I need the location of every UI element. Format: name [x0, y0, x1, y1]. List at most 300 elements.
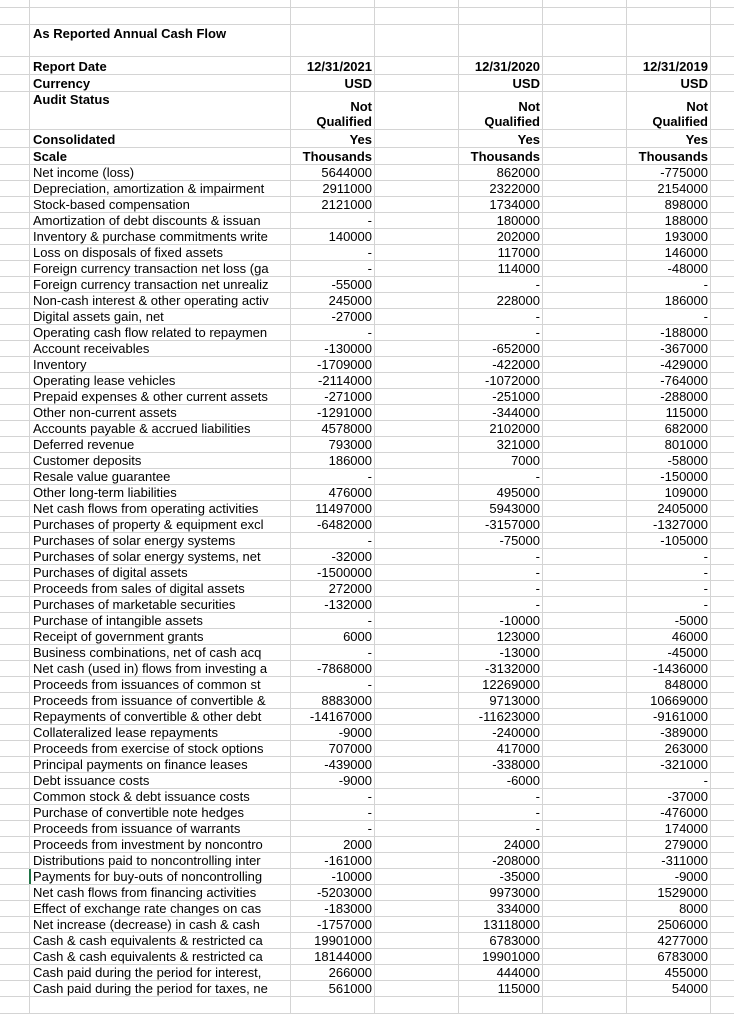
empty-cell[interactable]	[543, 130, 627, 147]
value-cell[interactable]: -5203000	[291, 885, 375, 900]
row-label[interactable]: Purchase of convertible note hedges	[29, 805, 291, 820]
empty-cell[interactable]	[375, 181, 459, 196]
row-number[interactable]	[0, 645, 29, 660]
value-cell[interactable]: -	[459, 325, 543, 340]
value-cell[interactable]: 801000	[627, 437, 711, 452]
value-cell[interactable]: 2000	[291, 837, 375, 852]
empty-cell[interactable]	[543, 965, 627, 980]
empty-cell[interactable]	[711, 677, 734, 692]
value-cell[interactable]: -9000	[291, 725, 375, 740]
empty-cell[interactable]	[543, 165, 627, 180]
value-cell[interactable]: 202000	[459, 229, 543, 244]
value-cell[interactable]: -	[459, 549, 543, 564]
empty-cell[interactable]	[375, 75, 459, 91]
row-number[interactable]	[0, 57, 29, 74]
row-label[interactable]: Depreciation, amortization & impairment	[29, 181, 291, 196]
empty-cell[interactable]	[711, 533, 734, 548]
header-value[interactable]: Yes	[291, 130, 375, 147]
value-cell[interactable]: 1734000	[459, 197, 543, 212]
row-label[interactable]: Other long-term liabilities	[29, 485, 291, 500]
value-cell[interactable]: -1500000	[291, 565, 375, 580]
row-number[interactable]	[0, 485, 29, 500]
row-number[interactable]	[0, 725, 29, 740]
row-label[interactable]: Other non-current assets	[29, 405, 291, 420]
empty-cell[interactable]	[543, 437, 627, 452]
header-value[interactable]: Yes	[459, 130, 543, 147]
row-number[interactable]	[0, 181, 29, 196]
empty-cell[interactable]	[375, 741, 459, 756]
row-number[interactable]	[0, 821, 29, 836]
empty-cell[interactable]	[711, 661, 734, 676]
value-cell[interactable]: -288000	[627, 389, 711, 404]
value-cell[interactable]: -14167000	[291, 709, 375, 724]
empty-cell[interactable]	[543, 821, 627, 836]
empty-cell[interactable]	[459, 997, 543, 1013]
row-number[interactable]	[0, 693, 29, 708]
value-cell[interactable]: -45000	[627, 645, 711, 660]
row-label[interactable]: Purchases of solar energy systems, net	[29, 549, 291, 564]
value-cell[interactable]: -75000	[459, 533, 543, 548]
row-number[interactable]	[0, 757, 29, 772]
empty-cell[interactable]	[543, 773, 627, 788]
empty-cell[interactable]	[375, 517, 459, 532]
value-cell[interactable]: -10000	[291, 869, 375, 884]
empty-cell[interactable]	[375, 421, 459, 436]
row-number[interactable]	[0, 92, 29, 129]
empty-cell[interactable]	[375, 357, 459, 372]
empty-cell[interactable]	[375, 533, 459, 548]
row-number[interactable]	[0, 421, 29, 436]
value-cell[interactable]: 495000	[459, 485, 543, 500]
empty-cell[interactable]	[543, 677, 627, 692]
row-label[interactable]: Payments for buy-outs of noncontrolling	[29, 869, 291, 884]
empty-cell[interactable]	[711, 469, 734, 484]
value-cell[interactable]: 24000	[459, 837, 543, 852]
empty-cell[interactable]	[375, 997, 459, 1013]
empty-cell[interactable]	[375, 0, 459, 7]
empty-cell[interactable]	[711, 229, 734, 244]
value-cell[interactable]: 793000	[291, 437, 375, 452]
empty-cell[interactable]	[375, 549, 459, 564]
empty-cell[interactable]	[543, 405, 627, 420]
empty-cell[interactable]	[459, 0, 543, 7]
row-label[interactable]: Receipt of government grants	[29, 629, 291, 644]
value-cell[interactable]: -13000	[459, 645, 543, 660]
empty-cell[interactable]	[543, 901, 627, 916]
row-number[interactable]	[0, 130, 29, 147]
empty-cell[interactable]	[711, 965, 734, 980]
empty-cell[interactable]	[375, 981, 459, 996]
value-cell[interactable]: -35000	[459, 869, 543, 884]
empty-cell[interactable]	[711, 0, 734, 7]
value-cell[interactable]: 862000	[459, 165, 543, 180]
value-cell[interactable]: -	[459, 565, 543, 580]
empty-cell[interactable]	[375, 197, 459, 212]
value-cell[interactable]: -	[627, 549, 711, 564]
row-label[interactable]: Digital assets gain, net	[29, 309, 291, 324]
row-label[interactable]: Cash & cash equivalents & restricted ca	[29, 949, 291, 964]
value-cell[interactable]: -	[291, 613, 375, 628]
empty-cell[interactable]	[711, 8, 734, 24]
row-label[interactable]: Net increase (decrease) in cash & cash	[29, 917, 291, 932]
row-number[interactable]	[0, 517, 29, 532]
empty-cell[interactable]	[711, 853, 734, 868]
row-number[interactable]	[0, 661, 29, 676]
empty-cell[interactable]	[711, 581, 734, 596]
header-value[interactable]: USD	[291, 75, 375, 91]
value-cell[interactable]: -321000	[627, 757, 711, 772]
row-label[interactable]: Foreign currency transaction net unrealiz	[29, 277, 291, 292]
empty-cell[interactable]	[711, 741, 734, 756]
value-cell[interactable]: 140000	[291, 229, 375, 244]
row-number[interactable]	[0, 165, 29, 180]
empty-cell[interactable]	[375, 693, 459, 708]
value-cell[interactable]: -188000	[627, 325, 711, 340]
row-number[interactable]	[0, 389, 29, 404]
header-value[interactable]: USD	[627, 75, 711, 91]
value-cell[interactable]: 2154000	[627, 181, 711, 196]
row-label[interactable]: Purchases of digital assets	[29, 565, 291, 580]
value-cell[interactable]: 228000	[459, 293, 543, 308]
value-cell[interactable]: 174000	[627, 821, 711, 836]
value-cell[interactable]: 12269000	[459, 677, 543, 692]
row-number[interactable]	[0, 309, 29, 324]
header-value[interactable]: 12/31/2021	[291, 57, 375, 74]
value-cell[interactable]: -	[291, 325, 375, 340]
value-cell[interactable]: -	[291, 533, 375, 548]
empty-cell[interactable]	[291, 0, 375, 7]
value-cell[interactable]: -	[459, 597, 543, 612]
empty-cell[interactable]	[375, 469, 459, 484]
row-number[interactable]	[0, 581, 29, 596]
row-number[interactable]	[0, 565, 29, 580]
empty-cell[interactable]	[711, 389, 734, 404]
empty-cell[interactable]	[375, 25, 459, 56]
empty-cell[interactable]	[543, 853, 627, 868]
empty-cell[interactable]	[291, 25, 375, 56]
row-label[interactable]: Inventory & purchase commitments write	[29, 229, 291, 244]
empty-cell[interactable]	[711, 245, 734, 260]
value-cell[interactable]: 682000	[627, 421, 711, 436]
row-number[interactable]	[0, 25, 29, 56]
value-cell[interactable]: -27000	[291, 309, 375, 324]
value-cell[interactable]: 54000	[627, 981, 711, 996]
empty-cell[interactable]	[711, 325, 734, 340]
empty-cell[interactable]	[375, 901, 459, 916]
row-number[interactable]	[0, 453, 29, 468]
row-number[interactable]	[0, 277, 29, 292]
value-cell[interactable]: 2911000	[291, 181, 375, 196]
value-cell[interactable]: -48000	[627, 261, 711, 276]
empty-cell[interactable]	[711, 693, 734, 708]
row-label[interactable]: Net cash (used in) flows from investing a	[29, 661, 291, 676]
empty-cell[interactable]	[375, 453, 459, 468]
empty-cell[interactable]	[711, 517, 734, 532]
empty-cell[interactable]	[711, 277, 734, 292]
row-number[interactable]	[0, 229, 29, 244]
row-number[interactable]	[0, 853, 29, 868]
empty-cell[interactable]	[543, 0, 627, 7]
row-label[interactable]: Common stock & debt issuance costs	[29, 789, 291, 804]
row-number[interactable]	[0, 75, 29, 91]
empty-cell[interactable]	[375, 869, 459, 884]
row-label[interactable]: Proceeds from sales of digital assets	[29, 581, 291, 596]
empty-cell[interactable]	[375, 165, 459, 180]
empty-cell[interactable]	[375, 565, 459, 580]
empty-cell[interactable]	[375, 821, 459, 836]
empty-cell[interactable]	[543, 8, 627, 24]
row-label[interactable]: Debt issuance costs	[29, 773, 291, 788]
value-cell[interactable]: -652000	[459, 341, 543, 356]
value-cell[interactable]: -439000	[291, 757, 375, 772]
empty-cell[interactable]	[711, 869, 734, 884]
value-cell[interactable]: -	[459, 581, 543, 596]
row-number[interactable]	[0, 949, 29, 964]
empty-cell[interactable]	[711, 148, 734, 164]
value-cell[interactable]: 2102000	[459, 421, 543, 436]
empty-cell[interactable]	[711, 725, 734, 740]
value-cell[interactable]: 115000	[627, 405, 711, 420]
value-cell[interactable]: -6000	[459, 773, 543, 788]
row-label[interactable]: Account receivables	[29, 341, 291, 356]
empty-cell[interactable]	[543, 997, 627, 1013]
value-cell[interactable]: 417000	[459, 741, 543, 756]
row-number[interactable]	[0, 341, 29, 356]
empty-cell[interactable]	[375, 805, 459, 820]
row-number[interactable]	[0, 437, 29, 452]
row-number[interactable]	[0, 741, 29, 756]
empty-cell[interactable]	[375, 613, 459, 628]
empty-cell[interactable]	[543, 277, 627, 292]
row-label[interactable]: Net cash flows from operating activities	[29, 501, 291, 516]
empty-cell[interactable]	[711, 309, 734, 324]
value-cell[interactable]: -6482000	[291, 517, 375, 532]
row-label[interactable]: Customer deposits	[29, 453, 291, 468]
row-number[interactable]	[0, 629, 29, 644]
value-cell[interactable]: 9973000	[459, 885, 543, 900]
value-cell[interactable]: 117000	[459, 245, 543, 260]
empty-cell[interactable]	[375, 92, 459, 129]
value-cell[interactable]: -1072000	[459, 373, 543, 388]
empty-cell[interactable]	[29, 8, 291, 24]
value-cell[interactable]: -1436000	[627, 661, 711, 676]
value-cell[interactable]: -	[627, 597, 711, 612]
row-label[interactable]: Net cash flows from financing activities	[29, 885, 291, 900]
empty-cell[interactable]	[627, 8, 711, 24]
value-cell[interactable]: -	[291, 469, 375, 484]
empty-cell[interactable]	[543, 389, 627, 404]
empty-cell[interactable]	[711, 837, 734, 852]
empty-cell[interactable]	[375, 229, 459, 244]
empty-cell[interactable]	[543, 741, 627, 756]
value-cell[interactable]: -	[459, 805, 543, 820]
value-cell[interactable]: 245000	[291, 293, 375, 308]
empty-cell[interactable]	[543, 92, 627, 129]
empty-cell[interactable]	[711, 981, 734, 996]
empty-cell[interactable]	[375, 57, 459, 74]
value-cell[interactable]: -	[291, 645, 375, 660]
header-value[interactable]: 12/31/2020	[459, 57, 543, 74]
row-label[interactable]: Proceeds from investment by noncontro	[29, 837, 291, 852]
empty-cell[interactable]	[543, 148, 627, 164]
row-number[interactable]	[0, 325, 29, 340]
value-cell[interactable]: -	[627, 565, 711, 580]
value-cell[interactable]: -338000	[459, 757, 543, 772]
empty-cell[interactable]	[711, 933, 734, 948]
value-cell[interactable]: 272000	[291, 581, 375, 596]
row-label[interactable]: Purchases of solar energy systems	[29, 533, 291, 548]
row-label[interactable]: Accounts payable & accrued liabilities	[29, 421, 291, 436]
row-label[interactable]: Proceeds from exercise of stock options	[29, 741, 291, 756]
row-number[interactable]	[0, 405, 29, 420]
row-label[interactable]: Cash & cash equivalents & restricted ca	[29, 933, 291, 948]
row-label[interactable]: Loss on disposals of fixed assets	[29, 245, 291, 260]
empty-cell[interactable]	[543, 981, 627, 996]
row-label[interactable]: Amortization of debt discounts & issuan	[29, 213, 291, 228]
row-number[interactable]	[0, 613, 29, 628]
empty-cell[interactable]	[543, 469, 627, 484]
value-cell[interactable]: 180000	[459, 213, 543, 228]
empty-cell[interactable]	[543, 501, 627, 516]
value-cell[interactable]: -55000	[291, 277, 375, 292]
empty-cell[interactable]	[543, 789, 627, 804]
empty-cell[interactable]	[711, 789, 734, 804]
value-cell[interactable]: 115000	[459, 981, 543, 996]
value-cell[interactable]: -161000	[291, 853, 375, 868]
row-label[interactable]: Repayments of convertible & other debt	[29, 709, 291, 724]
row-number[interactable]	[0, 501, 29, 516]
value-cell[interactable]: -9161000	[627, 709, 711, 724]
row-label[interactable]: Business combinations, net of cash acq	[29, 645, 291, 660]
header-value[interactable]	[627, 92, 711, 129]
empty-cell[interactable]	[543, 709, 627, 724]
empty-cell[interactable]	[627, 0, 711, 7]
empty-cell[interactable]	[543, 837, 627, 852]
empty-cell[interactable]	[375, 645, 459, 660]
empty-cell[interactable]	[375, 373, 459, 388]
empty-cell[interactable]	[375, 853, 459, 868]
row-label[interactable]: Foreign currency transaction net loss (ga	[29, 261, 291, 276]
value-cell[interactable]: 146000	[627, 245, 711, 260]
empty-cell[interactable]	[711, 597, 734, 612]
empty-cell[interactable]	[711, 373, 734, 388]
row-number[interactable]	[0, 597, 29, 612]
row-number[interactable]	[0, 0, 29, 7]
empty-cell[interactable]	[375, 629, 459, 644]
row-label[interactable]: Operating lease vehicles	[29, 373, 291, 388]
row-label[interactable]: Purchase of intangible assets	[29, 613, 291, 628]
row-number[interactable]	[0, 677, 29, 692]
value-cell[interactable]: 2322000	[459, 181, 543, 196]
value-cell[interactable]: 2121000	[291, 197, 375, 212]
empty-cell[interactable]	[543, 57, 627, 74]
row-label[interactable]: Effect of exchange rate changes on cas	[29, 901, 291, 916]
empty-cell[interactable]	[375, 661, 459, 676]
value-cell[interactable]: -3157000	[459, 517, 543, 532]
value-cell[interactable]: 193000	[627, 229, 711, 244]
value-cell[interactable]: -3132000	[459, 661, 543, 676]
empty-cell[interactable]	[543, 661, 627, 676]
value-cell[interactable]: -7868000	[291, 661, 375, 676]
empty-cell[interactable]	[543, 213, 627, 228]
value-cell[interactable]: 2506000	[627, 917, 711, 932]
value-cell[interactable]: -	[291, 789, 375, 804]
row-number[interactable]	[0, 245, 29, 260]
empty-cell[interactable]	[711, 565, 734, 580]
empty-cell[interactable]	[711, 197, 734, 212]
value-cell[interactable]: 6000	[291, 629, 375, 644]
row-number[interactable]	[0, 197, 29, 212]
empty-cell[interactable]	[375, 725, 459, 740]
row-label[interactable]: Purchases of marketable securities	[29, 597, 291, 612]
empty-cell[interactable]	[711, 181, 734, 196]
value-cell[interactable]: 476000	[291, 485, 375, 500]
empty-cell[interactable]	[543, 805, 627, 820]
value-cell[interactable]: -764000	[627, 373, 711, 388]
value-cell[interactable]: -	[291, 245, 375, 260]
empty-cell[interactable]	[543, 373, 627, 388]
empty-cell[interactable]	[543, 357, 627, 372]
row-label[interactable]: Inventory	[29, 357, 291, 372]
value-cell[interactable]: 13118000	[459, 917, 543, 932]
empty-cell[interactable]	[711, 773, 734, 788]
empty-cell[interactable]	[375, 949, 459, 964]
row-label[interactable]: Stock-based compensation	[29, 197, 291, 212]
value-cell[interactable]: -	[291, 261, 375, 276]
value-cell[interactable]: -271000	[291, 389, 375, 404]
header-value[interactable]: 12/31/2019	[627, 57, 711, 74]
empty-cell[interactable]	[543, 517, 627, 532]
empty-cell[interactable]	[375, 597, 459, 612]
empty-cell[interactable]	[711, 130, 734, 147]
value-cell[interactable]: 263000	[627, 741, 711, 756]
row-label[interactable]: Cash paid during the period for interest,	[29, 965, 291, 980]
empty-cell[interactable]	[29, 997, 291, 1013]
empty-cell[interactable]	[711, 709, 734, 724]
value-cell[interactable]: -2114000	[291, 373, 375, 388]
value-cell[interactable]: -5000	[627, 613, 711, 628]
row-number[interactable]	[0, 148, 29, 164]
empty-cell[interactable]	[375, 885, 459, 900]
row-number[interactable]	[0, 917, 29, 932]
value-cell[interactable]: 5644000	[291, 165, 375, 180]
empty-cell[interactable]	[291, 997, 375, 1013]
value-cell[interactable]: 321000	[459, 437, 543, 452]
value-cell[interactable]: 898000	[627, 197, 711, 212]
empty-cell[interactable]	[543, 485, 627, 500]
empty-cell[interactable]	[543, 533, 627, 548]
value-cell[interactable]: -	[291, 805, 375, 820]
empty-cell[interactable]	[711, 57, 734, 74]
row-number[interactable]	[0, 8, 29, 24]
header-value[interactable]: Thousands	[291, 148, 375, 164]
empty-cell[interactable]	[543, 75, 627, 91]
value-cell[interactable]: 8883000	[291, 693, 375, 708]
row-number[interactable]	[0, 869, 29, 884]
row-number[interactable]	[0, 293, 29, 308]
value-cell[interactable]: 266000	[291, 965, 375, 980]
empty-cell[interactable]	[459, 8, 543, 24]
empty-cell[interactable]	[711, 75, 734, 91]
header-value[interactable]	[291, 92, 375, 129]
row-label[interactable]: Operating cash flow related to repaymen	[29, 325, 291, 340]
empty-cell[interactable]	[543, 869, 627, 884]
value-cell[interactable]: -130000	[291, 341, 375, 356]
value-cell[interactable]: 561000	[291, 981, 375, 996]
value-cell[interactable]: 6783000	[459, 933, 543, 948]
value-cell[interactable]: -	[291, 213, 375, 228]
row-label[interactable]: Principal payments on finance leases	[29, 757, 291, 772]
